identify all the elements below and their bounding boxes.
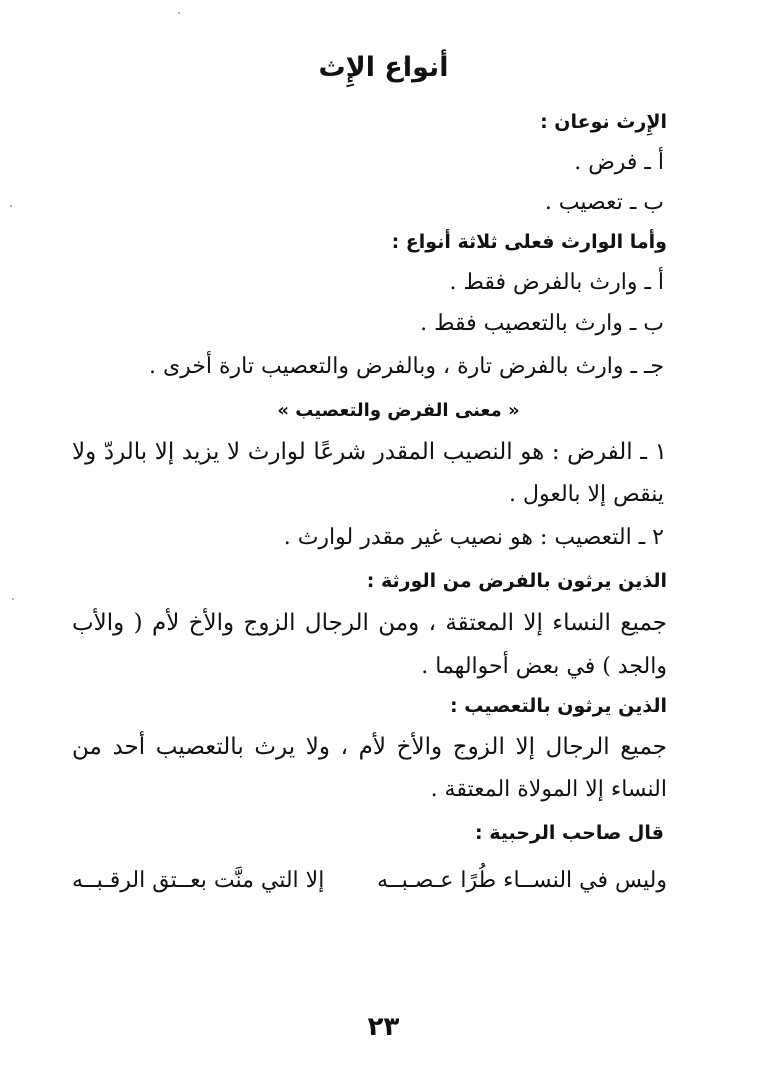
definition-fard-line1: ١ ـ الفرض : هو النصيب المقدر شرعًا لوارث لا يزيد إلا بالردّ ولا xyxy=(72,439,667,465)
heading-rahbiyya-quote: قال صاحب الرحبية : xyxy=(475,822,664,844)
tasib-heirs-line1: جميع الرجال إلا الزوج والأخ لأم ، ولا يرث بالتعصيب أحد من xyxy=(72,734,667,760)
poem-first-hemistich: وليس في النســاء طُرًا عـصـبــه xyxy=(376,868,667,893)
scan-speck xyxy=(178,12,180,14)
page-title: أنواع الإِث xyxy=(318,52,449,83)
heading-types-of-inheritance: الإِرث نوعان : xyxy=(540,111,667,133)
scan-speck xyxy=(10,205,12,207)
list-item-fard: أ ـ فرض . xyxy=(574,150,664,175)
section-subtitle: « معنى الفرض والتعصيب » xyxy=(277,400,520,421)
fard-heirs-line1: جميع النساء إلا المعتقة ، ومن الرجال الزوج والأخ لأم ( والأب xyxy=(72,610,667,636)
list-item-heir-both: جـ ـ وارث بالفرض تارة ، وبالفرض والتعصيب تارة أخرى . xyxy=(148,354,664,379)
definition-fard-line2: ينقص إلا بالعول . xyxy=(509,482,664,507)
heading-heir-types: وأما الوارث فعلى ثلاثة أنواع : xyxy=(391,231,667,253)
list-item-tasib: ب ـ تعصيب . xyxy=(544,190,664,215)
heading-tasib-heirs: الذين يرثون بالتعصيب : xyxy=(450,695,667,717)
page-number: ٢٣ xyxy=(367,1012,400,1042)
tasib-heirs-line2: النساء إلا المولاة المعتقة . xyxy=(430,777,667,802)
fard-heirs-line2: والجد ) في بعض أحوالهما . xyxy=(421,654,667,679)
list-item-heir-fard-only: أ ـ وارث بالفرض فقط . xyxy=(449,270,664,295)
list-item-heir-tasib-only: ب ـ وارث بالتعصيب فقط . xyxy=(420,311,664,336)
poem-second-hemistich: إلا التي منَّت بعــتق الرقـبــه xyxy=(72,868,325,893)
scan-speck xyxy=(12,598,14,600)
heading-fard-heirs: الذين يرثون بالفرض من الورثة : xyxy=(366,570,667,592)
definition-tasib: ٢ ـ التعصيب : هو نصيب غير مقدر لوارث . xyxy=(283,525,664,550)
